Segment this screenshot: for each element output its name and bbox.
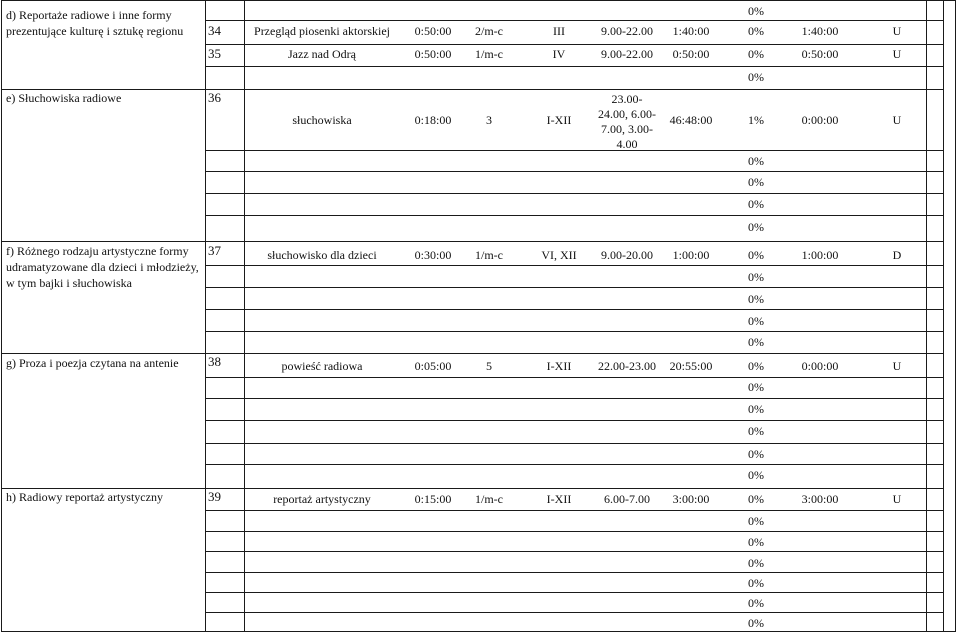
empty-row-percent: 0%	[748, 402, 764, 416]
row-divider	[205, 510, 943, 511]
empty-row-percent: 0%	[748, 154, 764, 168]
entry-total-time-2: 0:00:00	[801, 113, 839, 127]
col-number-border	[205, 0, 206, 631]
entry-number: 35	[208, 46, 221, 61]
row-divider	[205, 420, 943, 421]
row-divider	[205, 215, 943, 216]
entry-title: powieść radiowa	[281, 359, 363, 373]
entry-hours: 24.00, 6.00-	[598, 107, 656, 121]
entry-months: IV	[552, 47, 566, 61]
category-divider	[1, 241, 943, 242]
empty-row-percent: 0%	[748, 197, 764, 211]
empty-row-percent: 0%	[748, 380, 764, 394]
row-divider	[205, 572, 943, 573]
entry-frequency: 1/m-c	[475, 47, 503, 61]
empty-row-percent: 0%	[748, 314, 764, 328]
table-edge-border	[955, 0, 956, 631]
empty-row-percent: 0%	[748, 447, 764, 461]
entry-percent: 1%	[748, 113, 764, 127]
empty-row-percent: 0%	[748, 576, 764, 590]
row-divider	[205, 443, 943, 444]
entry-duration: 0:50:00	[414, 47, 452, 61]
entry-months: VI, XII	[541, 248, 577, 262]
entry-hours: 23.00-	[611, 92, 643, 106]
empty-row-percent: 0%	[748, 424, 764, 438]
entry-percent: 0%	[748, 359, 764, 373]
entry-hours: 7.00, 3.00-	[601, 122, 653, 136]
entry-hours: 9.00-22.00	[601, 24, 653, 38]
entry-number: 36	[208, 90, 221, 105]
entry-type: U	[892, 492, 902, 506]
row-divider	[205, 464, 943, 465]
entry-duration: 0:18:00	[414, 113, 452, 127]
empty-row-percent: 0%	[748, 535, 764, 549]
entry-hours: 9.00-22.00	[601, 47, 653, 61]
entry-type: D	[892, 248, 902, 262]
category-label: f) Różnego rodzaju artystyczne formy	[6, 244, 189, 258]
empty-row-percent: 0%	[748, 616, 764, 630]
entry-number: 39	[208, 489, 221, 504]
row-divider	[205, 265, 943, 266]
entry-percent: 0%	[748, 24, 764, 38]
entry-total-time-2: 1:40:00	[801, 24, 839, 38]
entry-hours: 6.00-7.00	[604, 492, 650, 506]
row-divider	[205, 592, 943, 593]
category-divider	[1, 353, 943, 354]
category-label: h) Radiowy reportaż artystyczny	[6, 490, 163, 504]
entry-total-time-2: 3:00:00	[801, 492, 839, 506]
row-divider	[205, 612, 943, 613]
entry-hours: 4.00	[616, 137, 638, 151]
entry-months: III	[553, 24, 565, 38]
entry-type: U	[892, 47, 902, 61]
entry-total-time: 1:00:00	[672, 248, 710, 262]
entry-percent: 0%	[748, 492, 764, 506]
table-right-border	[943, 0, 944, 631]
entry-total-time: 1:40:00	[672, 24, 710, 38]
category-divider	[1, 89, 943, 90]
entry-number: 38	[208, 354, 221, 369]
category-label: prezentujące kulturę i sztukę regionu	[6, 24, 184, 38]
row-divider	[205, 309, 943, 310]
entry-total-time-2: 1:00:00	[801, 248, 839, 262]
entry-percent: 0%	[748, 47, 764, 61]
entry-months: I-XII	[546, 359, 572, 373]
row-divider	[205, 193, 943, 194]
entry-title: słuchowiska	[292, 113, 352, 127]
row-divider	[205, 66, 943, 67]
empty-row-percent: 0%	[748, 175, 764, 189]
entry-months: I-XII	[546, 492, 572, 506]
entry-title: słuchowisko dla dzieci	[267, 248, 377, 262]
col-title-border	[244, 0, 245, 631]
entry-title: reportaż artystyczny	[273, 492, 371, 506]
entry-type: U	[892, 24, 902, 38]
row-divider	[205, 531, 943, 532]
empty-row-percent: 0%	[748, 514, 764, 528]
category-label: d) Reportaże radiowe i inne formy	[6, 8, 172, 22]
entry-total-time: 46:48:00	[669, 113, 713, 127]
empty-row-percent: 0%	[748, 270, 764, 284]
entry-total-time-2: 0:00:00	[801, 359, 839, 373]
entry-duration: 0:05:00	[414, 359, 452, 373]
row-divider	[205, 20, 943, 21]
empty-row-percent: 0%	[748, 292, 764, 306]
entry-frequency: 2/m-c	[475, 24, 503, 38]
entry-total-time: 20:55:00	[669, 359, 713, 373]
row-divider	[205, 287, 943, 288]
empty-row-percent: 0%	[748, 468, 764, 482]
entry-frequency: 3	[486, 113, 492, 127]
entry-frequency: 1/m-c	[475, 492, 503, 506]
entry-type: U	[892, 359, 902, 373]
entry-title: Jazz nad Odrą	[288, 47, 356, 61]
empty-row-percent: 0%	[748, 556, 764, 570]
category-label: udramatyzowane dla dzieci i młodzieży,	[6, 260, 199, 274]
entry-percent: 0%	[748, 248, 764, 262]
entry-number: 37	[208, 243, 221, 258]
entry-title: Przegląd piosenki aktorskiej	[254, 24, 390, 38]
empty-row-percent: 0%	[748, 4, 764, 18]
entry-total-time: 0:50:00	[672, 47, 710, 61]
category-divider	[1, 488, 943, 489]
entry-duration: 0:50:00	[414, 24, 452, 38]
row-divider	[205, 44, 943, 45]
entry-total-time-2: 0:50:00	[801, 47, 839, 61]
entry-number: 34	[208, 23, 221, 38]
category-label: w tym bajki i słuchowiska	[6, 276, 132, 290]
entry-total-time: 3:00:00	[672, 492, 710, 506]
empty-row-percent: 0%	[748, 220, 764, 234]
row-divider	[205, 551, 943, 552]
row-divider	[205, 171, 943, 172]
empty-row-percent: 0%	[748, 70, 764, 84]
empty-row-percent: 0%	[748, 335, 764, 349]
row-divider	[205, 331, 943, 332]
row-divider	[205, 377, 943, 378]
entry-type: U	[892, 113, 902, 127]
entry-frequency: 1/m-c	[475, 248, 503, 262]
entry-hours: 22.00-23.00	[598, 359, 656, 373]
entry-months: I-XII	[546, 113, 572, 127]
entry-frequency: 5	[486, 359, 492, 373]
row-divider	[205, 398, 943, 399]
entry-hours: 9.00-20.00	[601, 248, 653, 262]
entry-duration: 0:30:00	[414, 248, 452, 262]
empty-row-percent: 0%	[748, 596, 764, 610]
table-left-border	[1, 0, 2, 631]
category-label: e) Słuchowiska radiowe	[6, 91, 122, 105]
entry-duration: 0:15:00	[414, 492, 452, 506]
row-divider	[205, 150, 943, 151]
table-top-border	[1, 0, 956, 1]
col-extra-border	[926, 0, 927, 631]
category-label: g) Proza i poezja czytana na antenie	[6, 356, 179, 370]
